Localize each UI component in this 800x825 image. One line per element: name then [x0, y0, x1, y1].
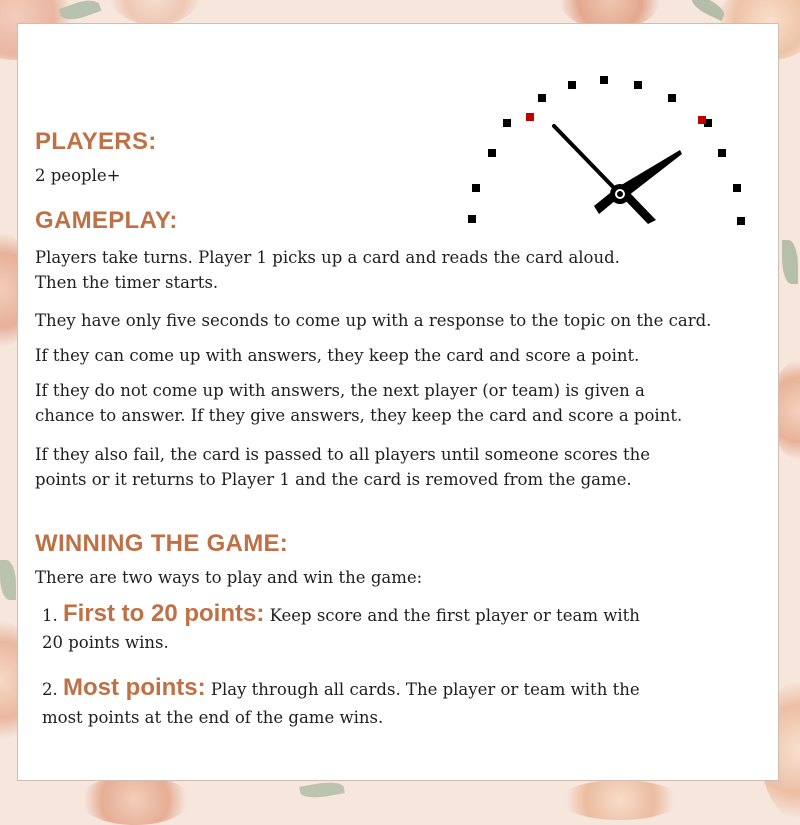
gameplay-heading: GAMEPLAY:	[35, 207, 178, 234]
leaf-decoration	[689, 0, 728, 21]
rules-card	[17, 23, 779, 781]
gameplay-line: If they do not come up with answers, the next player (or team) is given a	[35, 381, 645, 400]
gameplay-line: Players take turns. Player 1 picks up a card and reads the card aloud.	[35, 248, 620, 267]
win-option-title: First to 20 points:	[63, 600, 265, 627]
gameplay-line: points or it returns to Player 1 and the card is removed from the game.	[35, 470, 632, 489]
leaf-decoration	[0, 560, 16, 600]
win-option-line	[42, 675, 640, 702]
win-option-text: Play through all cards. The player or team with the	[210, 680, 640, 699]
leaf-decoration	[782, 240, 798, 284]
win-option-text-continued: most points at the end of the game wins.	[42, 708, 384, 727]
win-option-text-continued: 20 points wins.	[42, 633, 169, 652]
gameplay-line: Then the timer starts.	[35, 273, 219, 292]
rose-decoration	[80, 775, 190, 825]
rose-decoration	[110, 0, 200, 25]
rose-decoration	[560, 780, 680, 820]
players-heading: PLAYERS:	[35, 128, 157, 155]
win-option-title: Most points:	[63, 674, 206, 701]
gameplay-line: If they also fail, the card is passed to all players until someone scores the	[35, 445, 651, 464]
leaf-decoration	[299, 779, 345, 800]
players-text: 2 people+	[35, 166, 121, 185]
win-option-text: Keep score and the first player or team with	[269, 606, 640, 625]
gameplay-line: They have only five seconds to come up with a response to the topic on the card.	[35, 311, 712, 330]
winning-heading: WINNING THE GAME:	[35, 530, 289, 557]
win-option-number: 1.	[42, 606, 58, 625]
timer-clock-icon	[458, 54, 778, 234]
winning-intro: There are two ways to play and win the game:	[35, 568, 423, 587]
gameplay-line: chance to answer. If they give answers, they keep the card and score a point.	[35, 406, 683, 425]
gameplay-line: If they can come up with answers, they keep the card and score a point.	[35, 346, 640, 365]
win-option-number: 2.	[42, 680, 58, 699]
win-option-line	[42, 601, 640, 628]
